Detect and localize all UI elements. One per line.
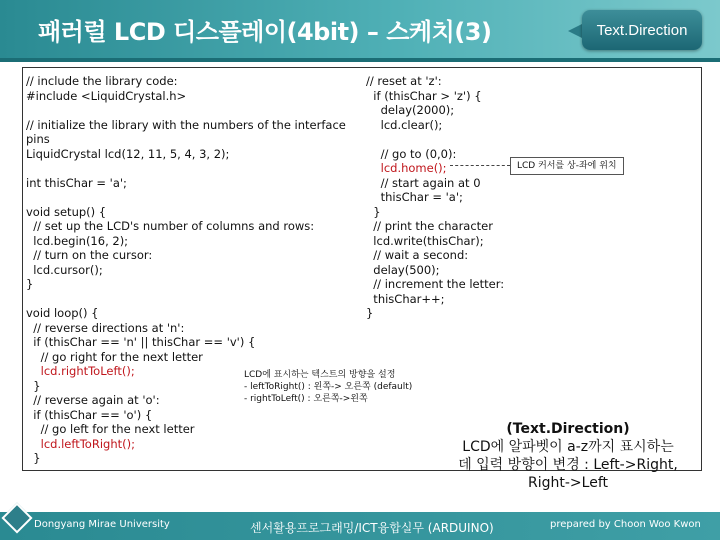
code-line: void setup() { (26, 204, 107, 219)
home-callout: LCD 커서를 상-좌에 위치 (510, 157, 624, 175)
topic-tag: Text.Direction (582, 10, 702, 50)
slide-title: 패러럴 LCD 디스플레이(4bit) – 스케치(3) (38, 18, 492, 46)
code-line: thisChar++; (373, 291, 445, 306)
header-divider (0, 58, 720, 62)
code-line: // go right for the next letter (40, 349, 203, 364)
code-line: // include the library code: (26, 74, 178, 88)
code-line: } (33, 378, 41, 393)
code-line: // initialize the library with the numbers of the interface (26, 117, 346, 132)
footer-author: prepared by Choon Woo Kwon (550, 519, 701, 530)
code-line: // print the character (373, 219, 493, 233)
code-line: if (thisChar == 'o') { (33, 407, 153, 422)
direction-callout (244, 369, 412, 405)
code-line: void loop() { (26, 306, 99, 320)
code-line: thisChar = 'a'; (380, 190, 463, 204)
code-line: pins (26, 132, 50, 146)
code-left-column (26, 74, 346, 466)
code-line: // reverse again at 'o': (33, 393, 160, 407)
code-line: lcd.home(); (380, 161, 447, 175)
summary-note (458, 420, 678, 492)
code-line: } (33, 451, 41, 465)
code-line: delay(2000); (380, 103, 455, 117)
callout-leader-line (450, 165, 510, 166)
code-line: lcd.cursor(); (33, 262, 103, 277)
code-line: lcd.clear(); (380, 117, 443, 132)
code-line: lcd.rightToLeft(); (40, 364, 135, 378)
code-line: // start again at 0 (380, 175, 481, 190)
code-line: #include <LiquidCrystal.h> (26, 88, 187, 103)
code-line: lcd.begin(16, 2); (33, 233, 129, 248)
footer-course: 센서활용프로그래밍/ICT융합실무 (ARDUINO) (250, 521, 494, 535)
code-line: } (26, 277, 34, 291)
summary-note-body: LCD에 알파벳이 a-z까지 표시하는데 입력 방향이 변경 : Left->Right, Right->Left (458, 439, 678, 491)
code-line: int thisChar = 'a'; (26, 175, 127, 190)
code-right-column (366, 74, 504, 321)
code-line: // go to (0,0): (380, 146, 457, 161)
code-line: lcd.leftToRight(); (40, 436, 135, 451)
code-line: lcd.write(thisChar); (373, 233, 484, 248)
tag-pointer (568, 24, 582, 38)
direction-callout-line1: - leftToRight() : 왼쪽-> 오른쪽 (default) (244, 382, 413, 392)
code-line: if (thisChar > 'z') { (373, 88, 482, 103)
code-line: if (thisChar == 'n' || thisChar == 'v') { (33, 335, 256, 349)
code-line: // reverse directions at 'n': (33, 320, 185, 335)
code-line: } (366, 306, 374, 320)
code-line: // set up the LCD's number of columns and rows: (33, 219, 315, 233)
code-line: LiquidCrystal lcd(12, 11, 5, 4, 3, 2); (26, 146, 230, 161)
code-line: delay(500); (373, 262, 440, 277)
code-line: // go left for the next letter (40, 422, 195, 436)
code-line: // turn on the cursor: (33, 248, 153, 262)
code-line: } (373, 204, 381, 219)
direction-callout-title: LCD에 표시하는 텍스트의 방향을 설정 (244, 370, 396, 380)
code-line: // wait a second: (373, 248, 469, 262)
footer-university: Dongyang Mirae University (34, 519, 170, 530)
direction-callout-line2: - rightToLeft() : 오른쪽->왼쪽 (244, 394, 368, 404)
code-line: // increment the letter: (373, 277, 505, 291)
code-line: // reset at 'z': (366, 74, 442, 88)
summary-note-title: (Text.Direction) (506, 421, 630, 437)
